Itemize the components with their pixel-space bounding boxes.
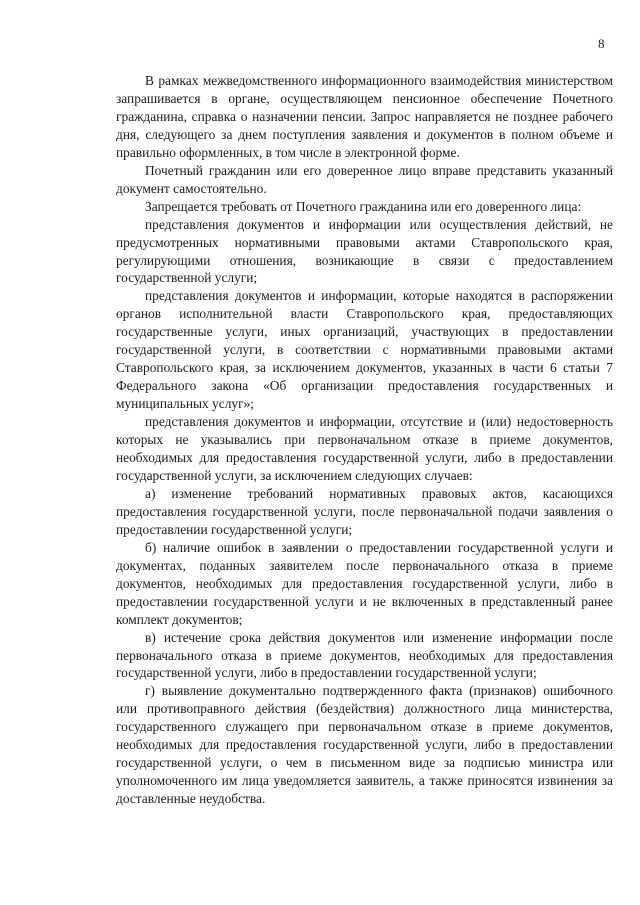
paragraph-prohibition-item-1: представления документов и информации или осуществления действий, не предусмотренных нормативными правовыми актами Ставропольского края, регулирующими отношения, возникающие в связи с предоставлением государственной услуги;: [116, 216, 613, 286]
paragraph-exception-b: б) наличие ошибок в заявлении о предоставлении государственной услуги и документах, поданных заявителем после первоначального отказа в приеме документов, необходимых для предоставления государственной услуги, либо в предоставлении государственной услуги и не включенных в представленный ранее комплект документов;: [116, 539, 613, 627]
paragraph-exception-a: а) изменение требований нормативных правовых актов, касающихся предоставления государственной услуги, после первоначальной подачи заявления о предоставлении государственной услуги;: [116, 485, 613, 537]
paragraph-interagency-request: В рамках межведомственного информационного взаимодействия министерством запрашивается в органе, осуществляющем пенсионное обеспечение Почетного гражданина, справка о назначении пенсии. Запрос направляется не позднее рабочего дня, следующего за днем поступления заявления и документов в полном объеме и правильно оформленных, в том числе в электронной форме.: [116, 73, 613, 160]
paragraph-prohibition-item-3: представления документов и информации, отсутствие и (или) недостоверность которых не указывались при первоначальном отказе в приеме документов, необходимых для предоставления государственной услуги, либо в предоставлении государственной услуги, за исключением следующих случаев:: [116, 414, 613, 483]
paragraph-exception-g: г) выявление документально подтвержденного факта (признаков) ошибочного или противоправного действия (бездействия) должностного лица министерства, государственного служащего при первоначальном отказе в приеме документов, необходимых для предоставления государственной услуги, либо в предоставлении государственной услуги, о чем в письменном виде за подписью министра или уполномоченного им лица уведомляется заявитель, а также приносятся извинения за доставленные неудобства.: [116, 683, 613, 807]
document-body: [116, 72, 613, 808]
paragraph-prohibition-item-2: представления документов и информации, которые находятся в распоряжении органов исполнительной власти Ставропольского края, предоставляющих государственные услуги, иных организаций, участвующих в предоставлении государственной услуги, в соответствии с нормативными правовыми актами Ставропольского края, за исключением документов, указанных в части 6 статьи 7 Федерального закона «Об организации предоставления государственных и муниципальных услуг»;: [116, 288, 613, 412]
paragraph-self-submission: Почетный гражданин или его доверенное лицо вправе представить указанный документ самостоятельно.: [116, 162, 613, 196]
paragraph-prohibition-intro: Запрещается требовать от Почетного гражданина или его доверенного лица:: [145, 198, 582, 214]
paragraph-exception-v: в) истечение срока действия документов или изменение информации после первоначального отказа в приеме документов, необходимых для предоставления государственной услуги, либо в предоставлении государственной услуги;: [116, 629, 613, 681]
page-number: 8: [598, 36, 605, 51]
